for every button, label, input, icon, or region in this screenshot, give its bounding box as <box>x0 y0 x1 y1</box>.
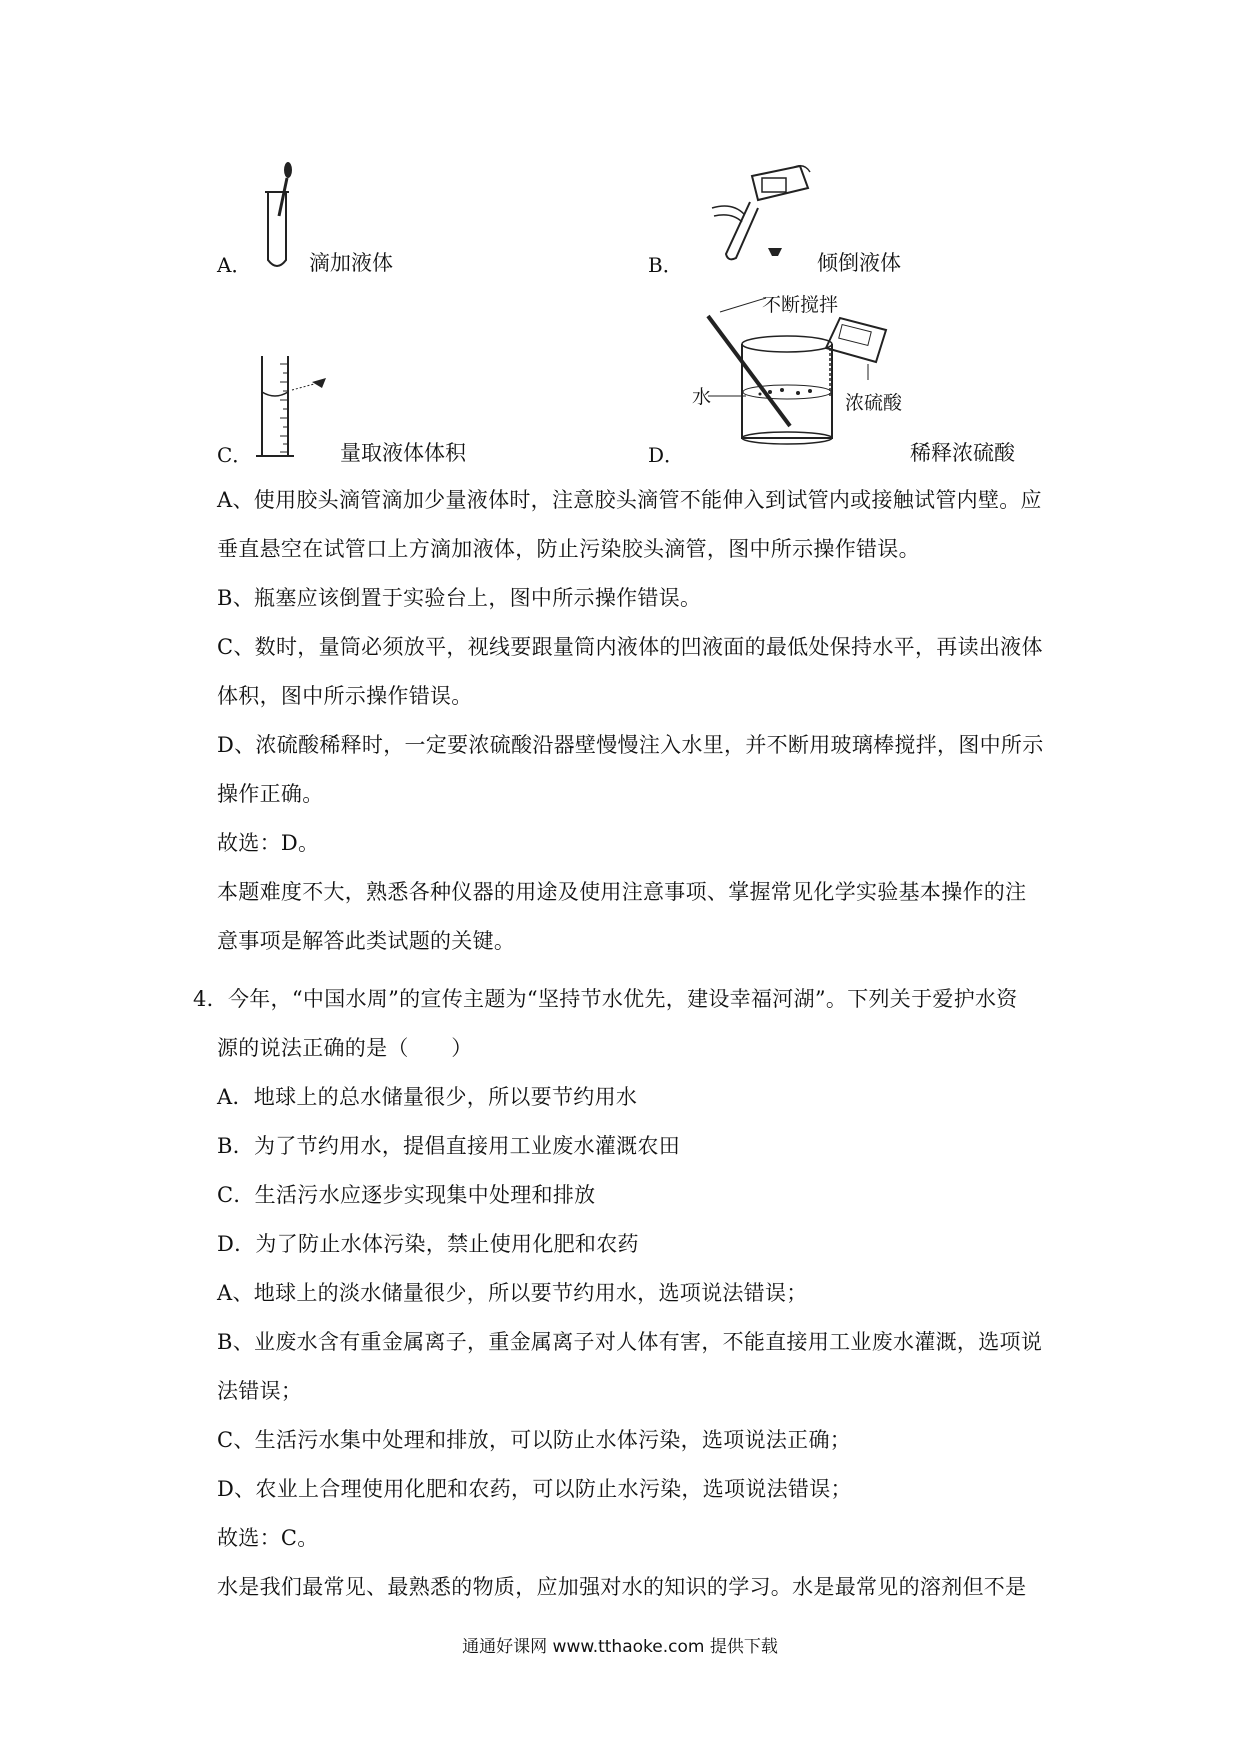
q4-analysis-line: A、地球上的淡水储量很少，所以要节约用水，选项说法错误； <box>217 1281 808 1305</box>
q4-analysis-line: 法错误； <box>217 1379 303 1403</box>
figure-d-label-stir: 不断搅拌 <box>762 294 839 316</box>
q3-analysis-line: A、使用胶头滴管滴加少量液体时，注意胶头滴管不能伸入到试管内或接触试管内壁。应 <box>217 488 1042 512</box>
q3-answer: 故选：D。 <box>217 831 320 855</box>
figure-a-dropper-test-tube <box>262 158 302 274</box>
q4-answer: 故选：C。 <box>217 1526 319 1550</box>
figure-b-pouring-liquid <box>692 158 812 270</box>
q4-option: C．生活污水应逐步实现集中处理和排放 <box>217 1183 596 1207</box>
q4-analysis-line: B、业废水含有重金属离子，重金属离子对人体有害，不能直接用工业废水灌溉，选项说 <box>217 1330 1043 1354</box>
q4-analysis-line: D、农业上合理使用化肥和农药，可以防止水污染，选项说法错误； <box>217 1477 852 1501</box>
option-a-letter: A． <box>217 253 252 277</box>
figure-d-label-acid: 浓硫酸 <box>845 392 903 414</box>
option-c-letter: C． <box>217 443 253 467</box>
q3-analysis-line: B、瓶塞应该倒置于实验台上，图中所示操作错误。 <box>217 586 702 610</box>
figure-c-graduated-cylinder <box>252 352 342 462</box>
q4-stem-line: 源的说法正确的是（ ） <box>217 1036 473 1060</box>
q4-option: A．地球上的总水储量很少，所以要节约用水 <box>217 1085 638 1109</box>
q4-option: B．为了节约用水，提倡直接用工业废水灌溉农田 <box>217 1134 681 1158</box>
page-footer: 通通好课网 www.tthaoke.com 提供下载 <box>462 1637 778 1657</box>
q3-analysis-line: C、数时，量筒必须放平，视线要跟量筒内液体的凹液面的最低处保持水平，再读出液体 <box>217 635 1043 659</box>
q3-comment-line: 意事项是解答此类试题的关键。 <box>217 929 516 953</box>
q4-analysis-line: C、生活污水集中处理和排放，可以防止水体污染，选项说法正确； <box>217 1428 852 1452</box>
option-b-letter: B． <box>648 253 683 277</box>
q3-analysis-line: D、浓硫酸稀释时，一定要浓硫酸沿器壁慢慢注入水里，并不断用玻璃棒搅拌，图中所示 <box>217 733 1044 757</box>
q3-analysis-line: 操作正确。 <box>217 782 324 806</box>
q4-option: D．为了防止水体污染，禁止使用化肥和农药 <box>217 1232 639 1256</box>
q4-comment-line: 水是我们最常见、最熟悉的物质，应加强对水的知识的学习。水是最常见的溶剂但不是 <box>217 1575 1027 1599</box>
option-b-caption: 倾倒液体 <box>817 251 901 275</box>
q3-comment-line: 本题难度不大，熟悉各种仪器的用途及使用注意事项、掌握常见化学实验基本操作的注 <box>217 880 1027 904</box>
figure-d-label-water: 水 <box>692 386 712 408</box>
q4-stem-line: 4．今年，“中国水周”的宣传主题为“坚持节水优先，建设幸福河湖”。下列关于爱护水资 <box>193 987 1018 1011</box>
q3-analysis-line: 体积，图中所示操作错误。 <box>217 684 473 708</box>
option-c-caption: 量取液体体积 <box>340 441 466 465</box>
option-d-letter: D． <box>648 443 685 467</box>
q3-analysis-line: 垂直悬空在试管口上方滴加液体，防止污染胶头滴管，图中所示操作错误。 <box>217 537 920 561</box>
option-a-caption: 滴加液体 <box>309 251 393 275</box>
option-d-caption: 稀释浓硫酸 <box>910 441 1015 465</box>
